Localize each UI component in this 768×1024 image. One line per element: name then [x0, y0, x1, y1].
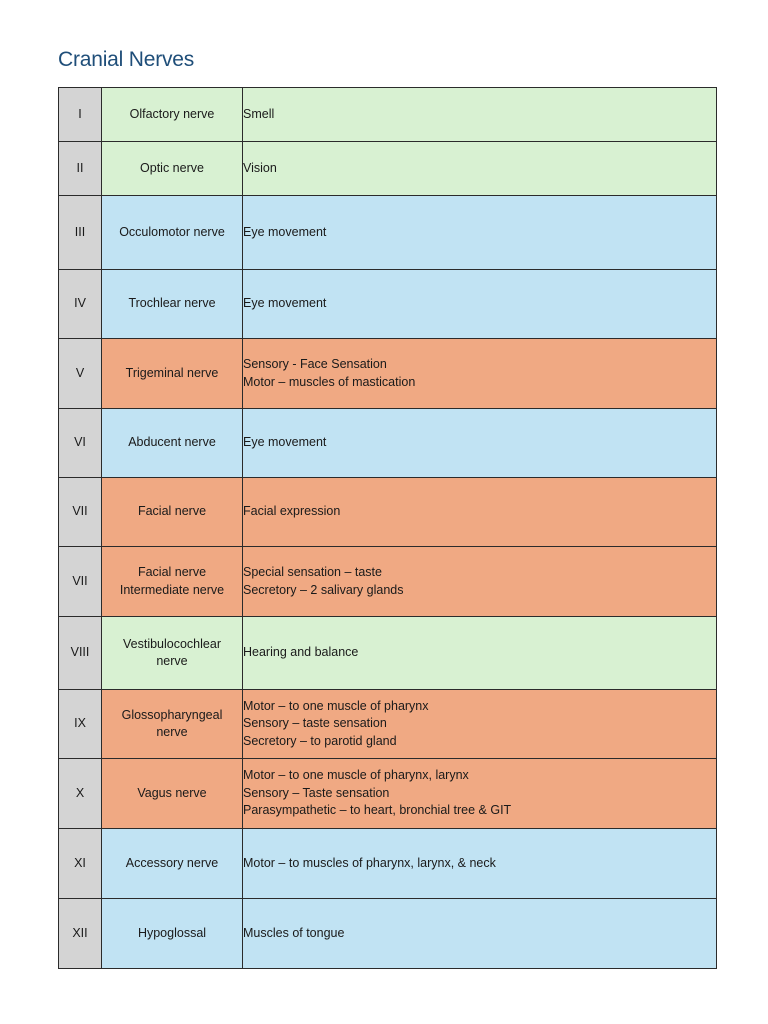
table-row: [59, 196, 717, 270]
nerve-function: [243, 690, 717, 759]
nerve-numeral: V: [59, 339, 102, 409]
nerve-function-line: Parasympathetic – to heart, bronchial tree & GIT: [243, 803, 512, 818]
nerve-function: [243, 478, 717, 547]
nerve-function-line: Secretory – 2 salivary glands: [243, 582, 404, 597]
nerve-function-line: Muscles of tongue: [243, 925, 345, 940]
nerve-name: [102, 196, 243, 270]
nerve-numeral: XI: [59, 829, 102, 899]
nerve-function-line: Eye movement: [243, 296, 327, 311]
nerve-name: [102, 829, 243, 899]
nerve-numeral: II: [59, 142, 102, 196]
nerve-numeral: IX: [59, 690, 102, 759]
nerve-function: [243, 270, 717, 339]
nerve-function-line: Motor – to muscles of pharynx, larynx, & neck: [243, 855, 496, 870]
nerve-name: [102, 478, 243, 547]
nerve-function-line: Facial expression: [243, 504, 341, 519]
nerve-name: [102, 339, 243, 409]
nerve-numeral: VI: [59, 409, 102, 478]
nerve-name-line: Accessory nerve: [125, 855, 219, 870]
nerve-name-line: Occulomotor nerve: [119, 224, 225, 239]
nerve-numeral: VIII: [59, 617, 102, 690]
nerve-function-line: Motor – to one muscle of pharynx, larynx: [243, 768, 469, 783]
nerve-function: [243, 759, 717, 829]
table-row: [59, 88, 717, 142]
nerve-function: [243, 409, 717, 478]
nerve-name-line: Glossopharyngeal: [121, 707, 223, 722]
nerve-name-line: Trochlear nerve: [128, 296, 216, 311]
nerve-name-line: Vagus nerve: [137, 785, 207, 800]
nerve-name: [102, 88, 243, 142]
nerve-name: [102, 142, 243, 196]
nerve-function-line: Sensory – Taste sensation: [243, 785, 390, 800]
nerve-function: [243, 617, 717, 690]
nerve-numeral: IV: [59, 270, 102, 339]
nerve-function: [243, 339, 717, 409]
nerve-name: [102, 270, 243, 339]
table-body: [59, 88, 717, 969]
nerve-name-line: Trigeminal nerve: [125, 365, 219, 380]
nerve-name-line: Intermediate nerve: [119, 582, 225, 597]
table-row: [59, 339, 717, 409]
nerve-name: [102, 690, 243, 759]
table-row: [59, 759, 717, 829]
nerve-numeral: VII: [59, 547, 102, 617]
nerve-function-line: Motor – to one muscle of pharynx: [243, 698, 429, 713]
table-row: [59, 478, 717, 547]
table-row: [59, 547, 717, 617]
nerve-name-line: nerve: [156, 654, 188, 668]
nerve-name: [102, 409, 243, 478]
nerve-numeral: I: [59, 88, 102, 142]
nerve-function-line: Smell: [243, 106, 275, 121]
nerve-name-line: Facial nerve: [137, 565, 207, 579]
table-row: [59, 899, 717, 969]
table-row: [59, 142, 717, 196]
nerve-name-line: Hypoglossal: [137, 925, 207, 940]
nerve-name-line: Facial nerve: [137, 504, 207, 519]
table-row: [59, 270, 717, 339]
cranial-nerves-table: [58, 87, 717, 969]
nerve-name-line: Optic nerve: [140, 160, 204, 175]
nerve-numeral: VII: [59, 478, 102, 547]
nerve-function: [243, 899, 717, 969]
nerve-function: [243, 88, 717, 142]
nerve-function-line: Vision: [243, 160, 277, 175]
nerve-function: [243, 196, 717, 270]
nerve-name: [102, 899, 243, 969]
nerve-name: [102, 617, 243, 690]
nerve-name-line: Olfactory nerve: [129, 106, 215, 121]
nerve-numeral: III: [59, 196, 102, 270]
nerve-numeral: X: [59, 759, 102, 829]
nerve-name: [102, 759, 243, 829]
nerve-function: [243, 142, 717, 196]
nerve-function-line: Motor – muscles of mastication: [243, 374, 416, 389]
page-title: Cranial Nerves: [58, 48, 195, 71]
nerve-numeral: XII: [59, 899, 102, 969]
nerve-function-line: Secretory – to parotid gland: [243, 733, 397, 748]
nerve-function-line: Sensory – taste sensation: [243, 716, 387, 731]
nerve-function-line: Eye movement: [243, 435, 327, 450]
nerve-name-line: nerve: [156, 725, 188, 739]
nerve-function: [243, 829, 717, 899]
nerve-name-line: Abducent nerve: [128, 435, 216, 450]
table-row: [59, 617, 717, 690]
table-row: [59, 829, 717, 899]
nerve-function-line: Special sensation – taste: [243, 565, 382, 579]
nerve-function: [243, 547, 717, 617]
table-row: [59, 690, 717, 759]
nerve-function-line: Eye movement: [243, 224, 327, 239]
nerve-name-line: Vestibulocochlear: [123, 636, 221, 651]
nerve-function-line: Hearing and balance: [243, 645, 359, 660]
nerve-function-line: Sensory - Face Sensation: [243, 357, 387, 371]
table-row: [59, 409, 717, 478]
nerve-name: [102, 547, 243, 617]
